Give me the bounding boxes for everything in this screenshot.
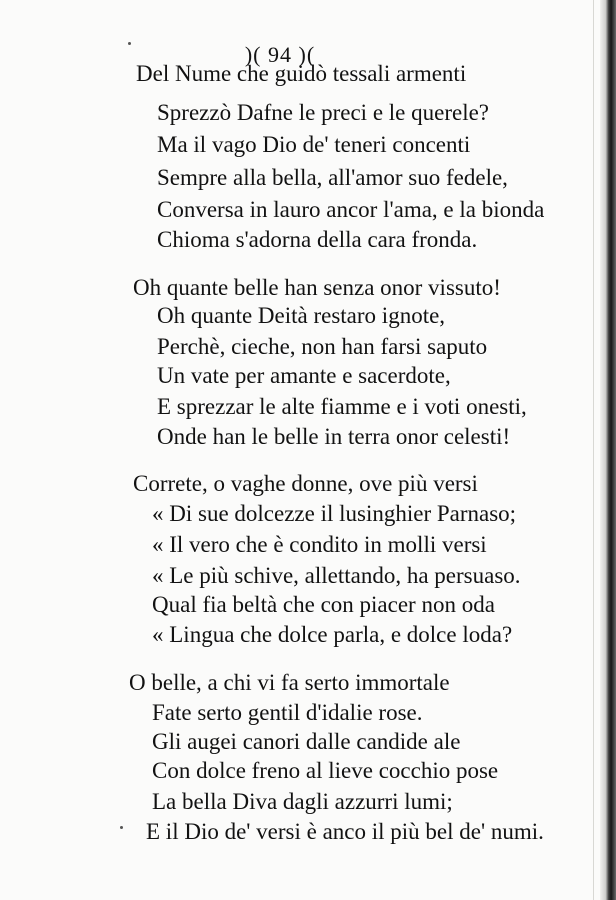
page-number: )( 94 )( [244, 42, 316, 67]
page-gutter [600, 0, 616, 900]
verse-line: Gli augei canori dalle candide ale [152, 729, 461, 754]
verse-line: E sprezzar le alte fiamme e i voti onesti, [157, 394, 527, 419]
verse-line: Correte, o vaghe donne, ove più versi [133, 471, 478, 496]
verse-line: Un vate per amante e sacerdote, [157, 363, 451, 388]
verse-line: Onde han le belle in terra onor celesti! [157, 424, 511, 449]
verse-line: Ma il vago Dio de' teneri concenti [157, 132, 471, 157]
verse-line: Oh quante Deità restaro ignote, [157, 303, 446, 328]
print-speck [120, 826, 123, 829]
verse-line: Sprezzò Dafne le preci e le querele? [157, 100, 490, 125]
verse-line: « Il vero che è condito in molli versi [152, 532, 487, 557]
verse-line: Del Nume che guidò tessali armenti [136, 61, 467, 86]
verse-line: Chioma s'adorna della cara fronda. [157, 227, 478, 252]
verse-line: « Di sue dolcezze il lusinghier Parnaso; [152, 501, 517, 526]
verse-line: Conversa in lauro ancor l'ama, e la bionda [157, 197, 545, 222]
verse-line: Con dolce freno al lieve cocchio pose [152, 758, 499, 783]
verse-line: « Le più schive, allettando, ha persuaso. [152, 563, 521, 588]
verse-line: La bella Diva dagli azzurri lumi; [152, 789, 453, 814]
verse-line: « Lingua che dolce parla, e dolce loda? [152, 622, 513, 647]
verse-line: Oh quante belle han senza onor vissuto! [133, 275, 501, 300]
page-edge-line [593, 0, 594, 900]
verse-line: Qual fia beltà che con piacer non oda [152, 592, 495, 617]
verse-line: O belle, a chi vi fa serto immortale [129, 670, 450, 695]
verse-line: Sempre alla bella, all'amor suo fedele, [157, 165, 508, 190]
verse-line: Fate serto gentil d'idalie rose. [152, 700, 423, 725]
verse-line: Perchè, cieche, non han farsi saputo [157, 334, 488, 359]
verse-line: E il Dio de' versi è anco il più bel de' numi. [146, 819, 544, 844]
